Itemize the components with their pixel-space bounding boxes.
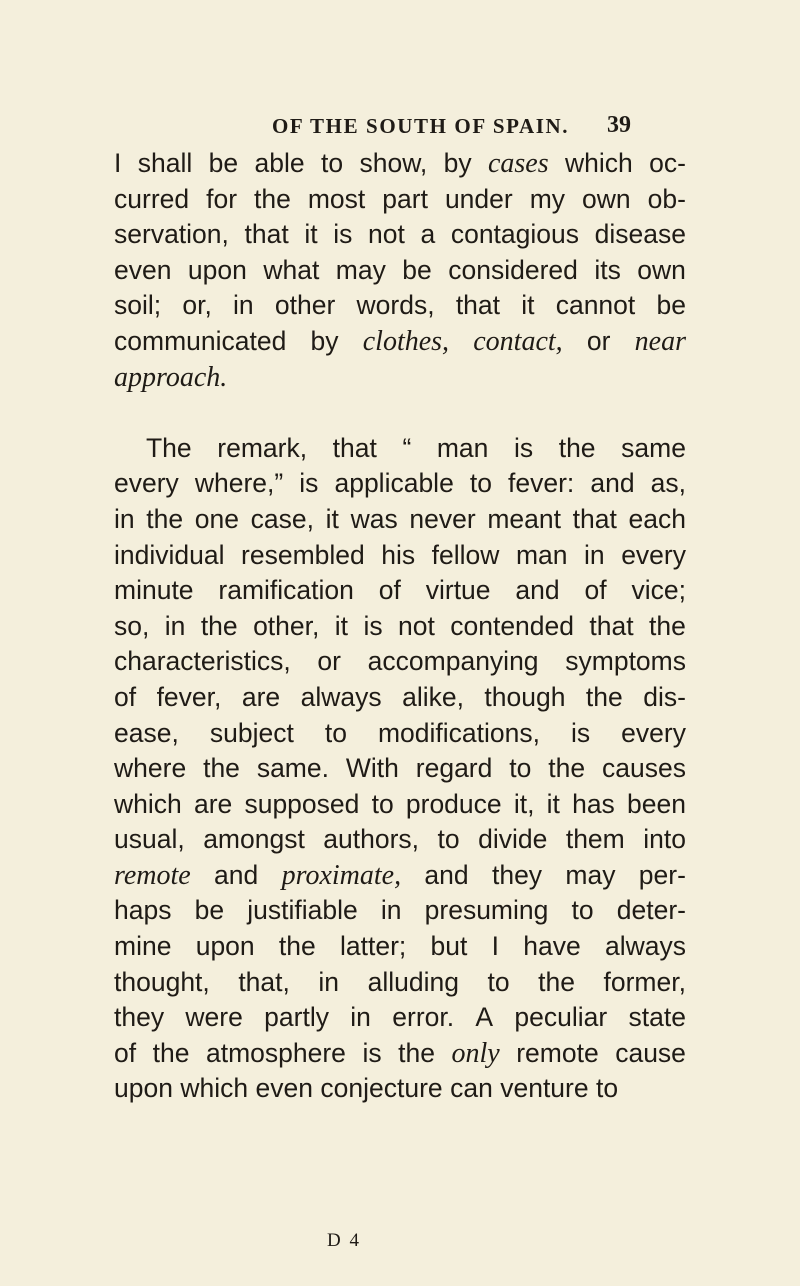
word: contended: [450, 610, 575, 641]
word: other: [274, 290, 336, 321]
word: former,: [603, 966, 686, 997]
word: to: [324, 717, 347, 748]
text-line: [114, 1071, 686, 1107]
word: are: [193, 788, 233, 819]
word: is: [299, 468, 319, 499]
word: other,: [253, 610, 320, 641]
word: not: [397, 610, 435, 641]
text-line: [114, 609, 686, 645]
word: clothes,: [362, 325, 450, 357]
word: dis-: [643, 681, 686, 712]
running-title: OF THE SOUTH OF SPAIN.: [272, 114, 570, 138]
word: always: [300, 681, 382, 712]
word: the: [152, 1037, 190, 1068]
word: partly: [264, 1002, 329, 1033]
word: in: [233, 290, 254, 321]
word: were: [185, 1002, 243, 1033]
word: the: [548, 753, 586, 784]
word: each: [628, 503, 686, 534]
text-line: [114, 146, 686, 182]
word: where,”: [194, 468, 284, 499]
word: they: [491, 859, 543, 890]
word: that: [244, 219, 289, 250]
word: usual,: [114, 824, 185, 855]
word: that,: [238, 966, 290, 997]
word: authors,: [323, 824, 420, 855]
word: them: [565, 824, 625, 855]
word: atmosphere: [205, 1037, 346, 1068]
word: cannot: [555, 290, 636, 321]
word: have: [523, 931, 581, 962]
word: to: [571, 895, 594, 926]
word: the: [278, 931, 316, 962]
word: every: [621, 539, 686, 570]
word: symptoms: [565, 646, 686, 677]
word: regard: [415, 753, 493, 784]
word: a: [420, 219, 436, 250]
word: “: [402, 432, 412, 463]
word: it: [521, 290, 535, 321]
word: can: [450, 1073, 493, 1104]
word: the: [649, 610, 686, 641]
word: subject: [209, 717, 294, 748]
word: to: [509, 753, 532, 784]
word: minute: [114, 575, 194, 606]
word: supposed: [244, 788, 360, 819]
word: latter;: [340, 931, 407, 962]
text-line: [114, 893, 686, 929]
word: upon: [114, 1073, 173, 1104]
word: to: [596, 1073, 619, 1104]
word: been: [627, 788, 686, 819]
word: and: [214, 859, 259, 890]
word: it: [304, 219, 318, 250]
word: by: [310, 325, 339, 356]
word: A: [475, 1002, 494, 1033]
word: in: [380, 895, 402, 926]
text-line: [114, 858, 686, 894]
page-number: 39: [607, 112, 631, 138]
word: error.: [392, 1002, 455, 1033]
word: remote: [114, 859, 191, 891]
paragraph: [114, 146, 686, 395]
text-line: [114, 253, 686, 289]
word: mine: [114, 931, 172, 962]
word: and: [515, 575, 560, 606]
word: justifiable: [247, 895, 358, 926]
word: ramification: [218, 575, 354, 606]
word: that: [572, 503, 617, 534]
word: to: [371, 788, 394, 819]
text-line: [114, 1000, 686, 1036]
word: but: [430, 931, 468, 962]
word: under: [444, 183, 513, 214]
text-line: [114, 466, 686, 502]
word: be: [402, 254, 432, 285]
word: that: [589, 610, 634, 641]
word: it: [334, 610, 349, 641]
word: modifications,: [377, 717, 540, 748]
word: the: [538, 966, 575, 997]
word: it: [325, 503, 339, 534]
word: in: [350, 1002, 371, 1033]
text-line: [114, 538, 686, 574]
word: applicable: [334, 468, 454, 499]
text-line: [114, 431, 686, 467]
word: in: [114, 503, 135, 534]
word: of: [584, 575, 607, 606]
signature-mark: D 4: [327, 1230, 361, 1251]
word: it,: [513, 788, 535, 819]
text-line: [114, 965, 686, 1001]
word: considered: [448, 254, 578, 285]
text-line: [114, 217, 686, 253]
text-line: [114, 822, 686, 858]
word: is: [363, 610, 383, 641]
word: remote: [516, 1037, 599, 1068]
word: causes: [602, 753, 686, 784]
word: is: [362, 1037, 382, 1068]
word: cases: [487, 148, 549, 179]
word: one: [194, 503, 240, 534]
word: even: [255, 1073, 313, 1104]
word: the: [200, 610, 238, 641]
word: may: [565, 859, 616, 890]
word: meant: [487, 503, 561, 534]
word: the: [585, 681, 623, 712]
word: I: [114, 148, 122, 178]
word: my: [529, 183, 566, 214]
word: of: [114, 1037, 137, 1068]
text-line: [114, 573, 686, 609]
word: own: [582, 183, 631, 214]
word: what: [263, 254, 320, 285]
word: presuming: [424, 895, 549, 926]
word: near: [634, 325, 686, 357]
word: as,: [650, 468, 686, 499]
word: by: [443, 148, 472, 178]
word: his: [381, 539, 416, 570]
word: to: [469, 468, 492, 499]
word: alike,: [402, 681, 464, 712]
text-line: [114, 716, 686, 752]
word: curred: [114, 183, 190, 214]
word: upon: [187, 254, 247, 285]
word: is: [513, 432, 534, 463]
word: where: [114, 753, 187, 784]
word: remark,: [217, 432, 308, 463]
word: to: [320, 148, 344, 178]
word: to: [487, 966, 510, 997]
word: accompanying: [367, 646, 539, 677]
word: was: [350, 503, 398, 534]
word: peculiar: [514, 1002, 608, 1033]
word: for: [206, 183, 238, 214]
word: though: [484, 681, 566, 712]
word: the: [558, 432, 596, 463]
word: even: [114, 254, 172, 285]
word: the: [146, 503, 184, 534]
text-line: [114, 1036, 686, 1072]
word: same: [621, 432, 686, 463]
word: be: [208, 148, 239, 178]
word: fever,: [156, 681, 222, 712]
word: servation,: [114, 219, 229, 250]
word: most: [307, 183, 366, 214]
word: conjecture: [320, 1073, 443, 1104]
text-line: [114, 680, 686, 716]
word: contagious: [450, 219, 580, 250]
word: own: [637, 254, 686, 285]
word: which: [114, 788, 182, 819]
word: individual: [114, 539, 225, 570]
text-line: [114, 360, 686, 396]
text-line: [114, 502, 686, 538]
text-line: [114, 929, 686, 965]
word: approach.: [114, 361, 228, 393]
word: amongst: [203, 824, 305, 855]
word: and: [424, 859, 469, 890]
word: vice;: [631, 575, 686, 606]
word: be: [656, 290, 686, 321]
word: never: [409, 503, 476, 534]
word: and: [590, 468, 635, 499]
word: soil;: [114, 290, 162, 321]
word: shall: [137, 148, 193, 178]
word: fellow: [431, 539, 500, 570]
word: are: [241, 681, 281, 712]
word: or: [317, 646, 341, 677]
word: ob-: [647, 183, 686, 214]
word: not: [367, 219, 405, 250]
word: which: [180, 1073, 249, 1104]
word: alluding: [367, 966, 459, 997]
word: its: [594, 254, 621, 285]
word: The: [146, 432, 192, 463]
word: cause: [615, 1037, 686, 1068]
word: case,: [250, 503, 315, 534]
word: every: [114, 468, 179, 499]
word: of: [378, 575, 401, 606]
word: upon: [195, 931, 255, 962]
word: every: [621, 717, 686, 748]
word: that: [332, 432, 377, 463]
word: it: [546, 788, 560, 819]
paragraph-gap: [114, 395, 686, 431]
word: that: [455, 290, 501, 321]
word: fever:: [508, 468, 575, 499]
word: divide: [478, 824, 548, 855]
word: in: [164, 610, 186, 641]
word: communicated: [114, 325, 287, 356]
text-line: [114, 288, 686, 324]
word: deter-: [616, 895, 686, 926]
word: in: [584, 539, 605, 570]
word: is: [333, 219, 353, 250]
word: oc-: [649, 148, 686, 178]
word: virtue: [425, 575, 491, 606]
word: always: [604, 931, 686, 962]
text-line: [114, 324, 686, 360]
body-text: [114, 146, 686, 1107]
word: contact,: [473, 325, 563, 357]
word: able: [254, 148, 305, 178]
word: may: [335, 254, 386, 285]
word: the: [254, 183, 291, 214]
word: produce: [405, 788, 502, 819]
word: state: [628, 1002, 686, 1033]
word: characteristics,: [114, 646, 291, 677]
word: be: [194, 895, 225, 926]
word: words,: [356, 290, 435, 321]
text-line: [114, 644, 686, 680]
word: resembled: [241, 539, 365, 570]
word: is: [570, 717, 591, 748]
word: the: [203, 753, 240, 784]
word: part: [382, 183, 428, 214]
word: disease: [594, 219, 686, 250]
word: With: [345, 753, 399, 784]
word: ease,: [114, 717, 179, 748]
paragraph: [114, 431, 686, 1107]
word: man: [515, 539, 568, 570]
word: thought,: [114, 966, 210, 997]
text-line: [114, 787, 686, 823]
word: or: [586, 325, 611, 356]
word: haps: [114, 895, 172, 926]
word: same.: [256, 753, 329, 784]
word: in: [318, 966, 340, 997]
word: per-: [638, 859, 686, 890]
word: I: [491, 931, 499, 962]
word: which: [565, 148, 633, 178]
text-line: [114, 182, 686, 218]
word: venture: [500, 1073, 589, 1104]
text-line: [114, 751, 686, 787]
word: has: [572, 788, 615, 819]
word: of: [114, 681, 137, 712]
word: to: [437, 824, 460, 855]
word: show,: [359, 148, 428, 178]
word: or,: [182, 290, 212, 321]
word: into: [643, 824, 686, 855]
word: the: [398, 1037, 435, 1068]
word: only: [451, 1037, 500, 1069]
word: proximate,: [281, 859, 402, 891]
word: so,: [114, 610, 150, 641]
word: man: [436, 432, 489, 463]
word: they: [114, 1002, 165, 1033]
